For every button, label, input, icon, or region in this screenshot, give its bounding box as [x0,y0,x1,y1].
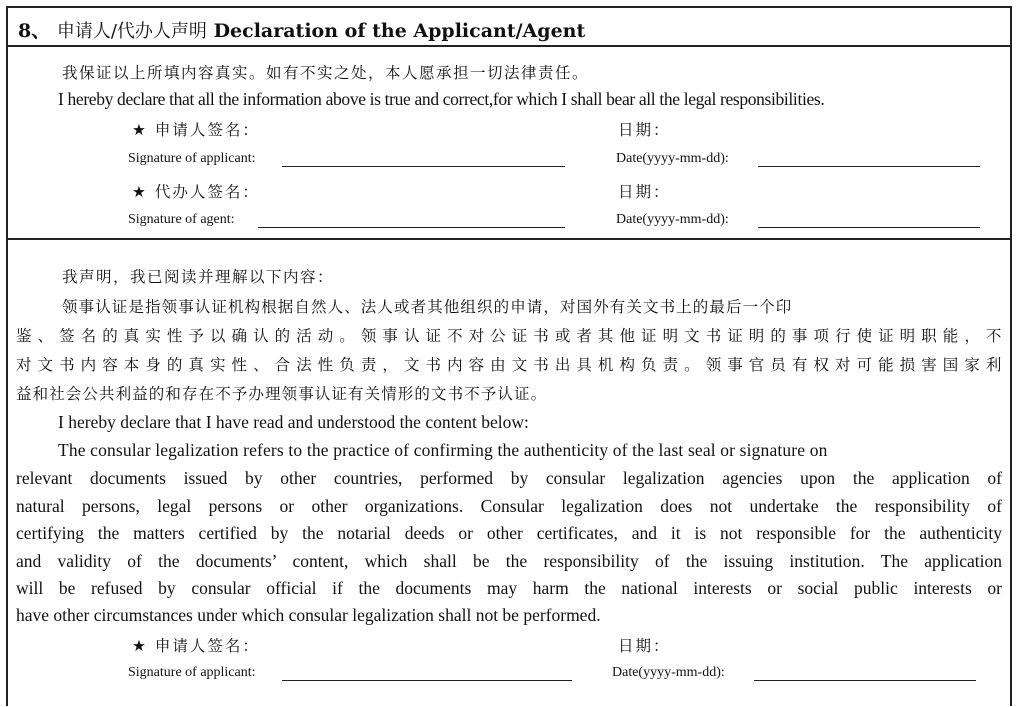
agent-date-label-cn: 日期： [618,183,671,201]
declaration2-en-line: natural persons, legal persons or other organizations. Consular legalization does not undertake the responsibility of [16,496,1002,516]
applicant2-signature-line[interactable] [282,680,572,681]
section-title-en: Declaration of the Applicant/Agent [213,20,586,42]
declaration2-en-line: will be refused by consular official if the documents may harm the national interests or social public interests or [16,578,1002,598]
date2-label-cn: 日期： [618,637,671,655]
section-number: 8、 [18,20,51,42]
declaration2-cn-line: 对文书内容本身的真实性、合法性负责，文书内容由文书出具机构负责。领事官员有权对可能损害国家利 [16,356,1002,374]
date-label-cn: 日期： [618,121,671,139]
declaration-en: I hereby declare that all the information above is true and correct,for which I shall bear all the legal responsibilities. [58,89,825,109]
declaration2-cn-line: 领事认证是指领事认证机构根据自然人、法人或者其他组织的申请，对国外有关文书上的最后一个印 [62,298,793,316]
section-title [18,16,585,43]
declaration2-cn-line: 鉴、签名的真实性予以确认的活动。领事认证不对公证书或者其他证明文书证明的事项行使证明职能，不 [16,327,1002,345]
section-header [6,6,1012,47]
declaration2-cn-line: 益和社会公共利益的和存在不予办理领事认证有关情形的文书不予认证。 [16,385,548,403]
applicant-signature-label-cn: ★ 申请人签名： [132,121,260,139]
date2-label-en: Date(yyyy-mm-dd): [612,665,725,680]
applicant2-date-line[interactable] [754,680,976,681]
declaration2-en-line: relevant documents issued by other countries, performed by consular legalization agencies upon the application of [16,468,1002,488]
declaration-cn: 我保证以上所填内容真实。如有不实之处，本人愿承担一切法律责任。 [62,64,590,82]
section-title-cn: 申请人/代办人声明 [56,21,207,42]
applicant-signature-label-en: Signature of applicant: [128,151,256,166]
declaration2-en-intro: I hereby declare that I have read and understood the content below: [58,412,529,432]
section-divider [6,238,1012,240]
declaration2-cn-intro: 我声明，我已阅读并理解以下内容： [62,268,335,286]
agent-date-line[interactable] [758,227,980,228]
applicant2-signature-label-cn: ★ 申请人签名： [132,637,260,655]
declaration2-en-line: and validity of the documents’ content, which shall be the responsibility of the issuing institution. The application [16,551,1002,571]
declaration2-en-line: The consular legalization refers to the practice of confirming the authenticity of the last seal or signature on [58,440,828,460]
agent-signature-line[interactable] [258,227,565,228]
agent-signature-label-cn: ★ 代办人签名： [132,183,260,201]
declaration2-en-line: certifying the matters certified by the notarial deeds or other certificates, and it is not responsible for the authenticity [16,523,1002,543]
declaration2-en-line: have other circumstances under which consular legalization shall not be performed. [16,605,601,625]
date-label-en: Date(yyyy-mm-dd): [616,151,729,166]
agent-date-label-en: Date(yyyy-mm-dd): [616,212,729,227]
applicant-date-line[interactable] [758,166,980,167]
applicant-signature-line[interactable] [282,166,565,167]
agent-signature-label-en: Signature of agent: [128,212,235,227]
applicant2-signature-label-en: Signature of applicant: [128,665,256,680]
